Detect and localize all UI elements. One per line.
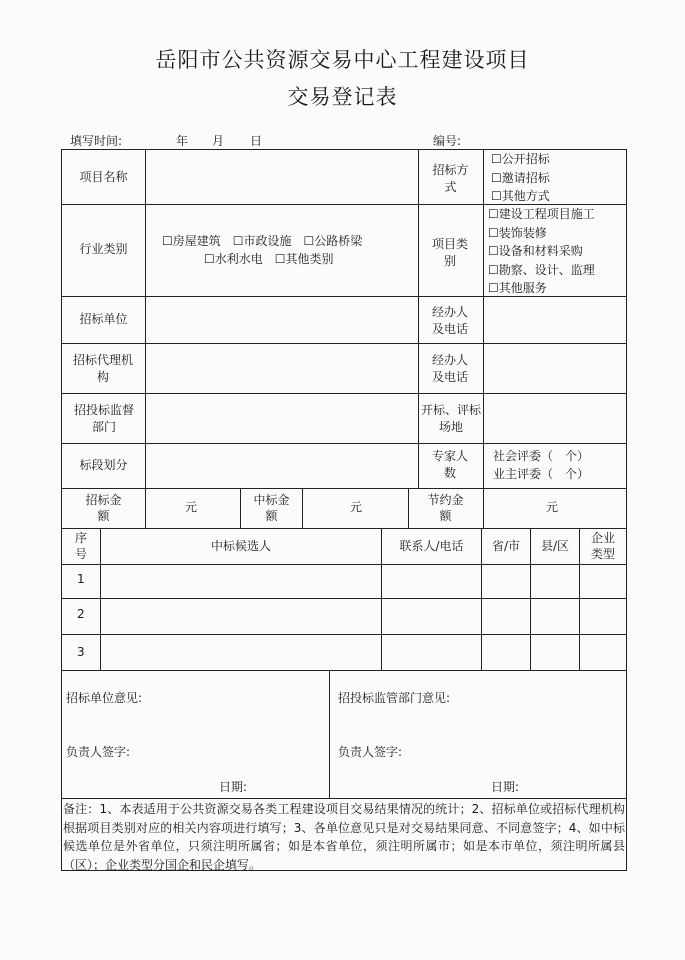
agency-contact-label: 经办人及电话	[431, 353, 468, 384]
save-amount-label: 节约金额	[427, 493, 464, 523]
table-row	[77, 607, 85, 621]
number-label: 编号:	[433, 134, 462, 148]
row-number: 1	[77, 572, 85, 586]
win-amount-unit: 元	[350, 500, 363, 514]
fill-time-label: 填写时间:	[70, 134, 123, 148]
row-number: 3	[77, 645, 85, 659]
sections-label: 标段划分	[79, 458, 128, 472]
bidder-unit-label: 招标单位	[79, 312, 128, 326]
industry-options-row2[interactable]: ☐水利水电 ☐其他类别	[204, 252, 334, 266]
option-equipment[interactable]: ☐设备和材料采购	[488, 244, 583, 258]
option-construction[interactable]: ☐建设工程项目施工	[488, 207, 595, 221]
form-note: 备注：1、本表适用于公共资源交易各类工程建设项目交易结果情况的统计；2、招标单位或招标代理机构根据项目类别对应的相关内容项进行填写；3、各单位意见只是对交易结果同意、不同意签字；4、如中标候选单位是外省单位，只须注明所属省；如是本省单位，须注明所属市；如是本市单位，须注明所属县（区）；企业类型分国企和民企填写。	[63, 802, 625, 872]
bid-method-options	[491, 150, 550, 206]
row-number: 2	[77, 607, 85, 621]
form-title: 岳阳市公共资源交易中心工程建设项目	[155, 48, 530, 72]
bidder-contact-label: 经办人及电话	[431, 305, 468, 336]
supervisor-signature-label: 负责人签字:	[338, 745, 403, 759]
col-contact-header: 联系人/电话	[399, 539, 464, 553]
col-candidate-header: 中标候选人	[210, 539, 271, 553]
bidder-signature-label: 负责人签字:	[66, 745, 131, 759]
year-label: 年	[176, 134, 189, 148]
supervision-label: 招投标监督部门	[73, 403, 134, 434]
col-type-header: 企业类型	[590, 531, 615, 561]
bid-method-label: 招标方式	[432, 163, 469, 194]
bid-amount-unit: 元	[185, 500, 198, 514]
option-survey-design[interactable]: ☐勘察、设计、监理	[488, 262, 595, 277]
project-type-options	[488, 205, 595, 298]
project-type-label: 项目类别	[431, 237, 468, 268]
owner-experts: 业主评委（ 个）	[493, 467, 590, 481]
col-county-header: 县/区	[540, 539, 570, 553]
option-open-bid[interactable]: ☐公开招标	[491, 152, 550, 166]
supervisor-opinion-label: 招投标监管部门意见:	[338, 691, 451, 705]
table-row	[77, 645, 85, 659]
supervisor-date-label: 日期:	[491, 780, 520, 794]
col-no-header: 序号	[74, 531, 87, 561]
experts-label: 专家人数	[431, 449, 468, 480]
venue-label: 开标、评标场地	[421, 403, 482, 434]
table-row	[77, 572, 85, 586]
bid-amount-label: 招标金额	[85, 493, 122, 523]
option-invited-bid[interactable]: ☐邀请招标	[491, 170, 550, 185]
industry-options-row1[interactable]: ☐房屋建筑 ☐市政设施 ☐公路桥梁	[162, 234, 363, 248]
industry-label: 行业类别	[79, 242, 128, 256]
option-other-service[interactable]: ☐其他服务	[488, 281, 547, 295]
bidder-opinion-label: 招标单位意见:	[66, 691, 143, 705]
bidder-date-label: 日期:	[219, 780, 248, 794]
option-other-method[interactable]: ☐其他方式	[491, 189, 550, 203]
project-name-label: 项目名称	[79, 170, 128, 184]
month-label: 月	[212, 134, 225, 148]
win-amount-label: 中标金额	[253, 493, 290, 523]
form-subtitle: 交易登记表	[287, 85, 398, 109]
option-decoration[interactable]: ☐装饰装修	[488, 225, 547, 240]
day-label: 日	[250, 134, 263, 148]
col-province-header: 省/市	[491, 539, 521, 553]
agency-label: 招标代理机构	[72, 353, 133, 384]
save-amount-unit: 元	[546, 500, 559, 514]
social-experts: 社会评委（ 个）	[493, 449, 590, 463]
